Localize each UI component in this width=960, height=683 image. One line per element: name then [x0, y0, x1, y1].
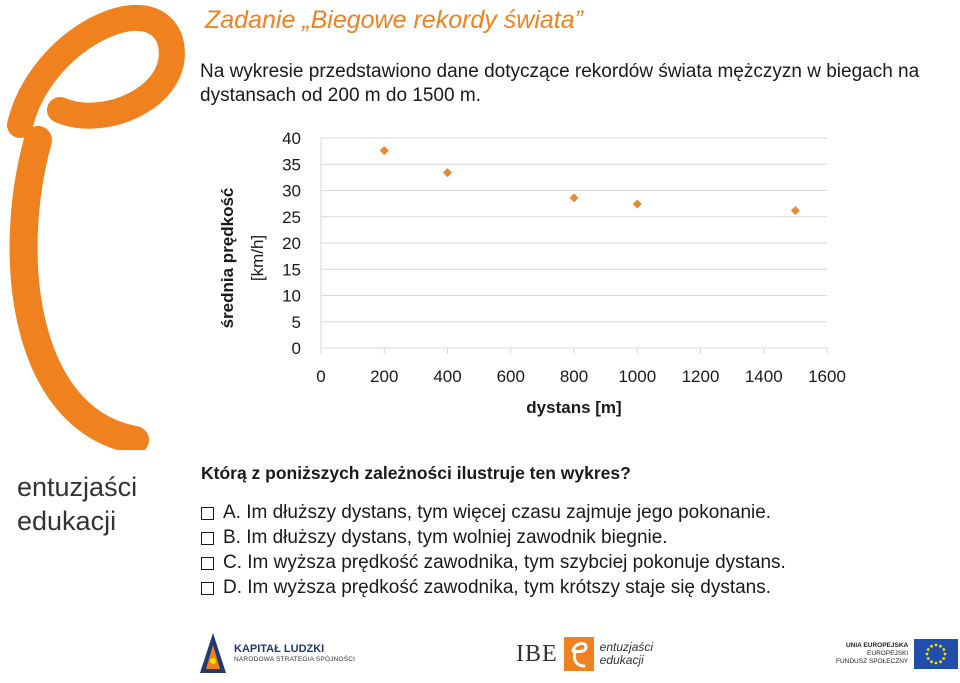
option-c-text: Im wyższa prędkość zawodnika, tym szybciej pokonuje dystans.	[247, 552, 786, 573]
ibe-e-icon	[564, 637, 594, 671]
eu-line-1: UNIA EUROPEJSKA	[845, 642, 909, 649]
eu-line-2: EUROPEJSKI	[867, 650, 909, 657]
data-point-1000	[633, 200, 642, 209]
option-c-label: C.	[223, 552, 242, 573]
option-d[interactable]	[201, 577, 771, 599]
scatter-chart	[195, 120, 875, 420]
y-tick-label: 35	[282, 155, 301, 175]
eu-star	[939, 660, 942, 663]
option-b-label: B.	[223, 527, 241, 548]
y-tick-label: 5	[291, 312, 301, 332]
eu-star	[935, 644, 938, 647]
x-axis-label: dystans [m]	[526, 398, 622, 417]
eu-flag-icon	[914, 639, 958, 669]
page-title: Zadanie „Biegowe rekordy świata”	[205, 6, 583, 34]
y-tick-label: 30	[282, 181, 301, 201]
eu-star	[939, 645, 942, 648]
kapital-ludzki-title: KAPITAŁ LUDZKI	[234, 643, 325, 655]
kapital-ludzki-logo	[198, 631, 355, 675]
eu-star	[926, 653, 929, 656]
eu-line-3: FUNDUSZ SPOŁECZNY	[836, 658, 909, 665]
option-c[interactable]	[201, 552, 786, 574]
eu-star	[927, 648, 930, 651]
eu-star	[930, 660, 933, 663]
intro-text: Na wykresie przedstawiono dane dotyczące rekordów świata mężczyzn w biegach na dystansach od 200 m do 1500 m.	[200, 61, 920, 106]
brand-wordmark	[17, 470, 137, 538]
eu-star	[930, 645, 933, 648]
x-tick-labels	[316, 367, 846, 386]
chart-grid	[321, 138, 827, 354]
y-tick-label: 40	[282, 129, 301, 148]
y-tick-label: 0	[291, 339, 301, 358]
eu-star	[927, 657, 930, 660]
eu-star	[943, 657, 946, 660]
option-d-label: D.	[223, 577, 242, 598]
option-b-checkbox[interactable]	[201, 532, 214, 545]
y-tick-label: 10	[282, 286, 301, 306]
x-tick-label: 1400	[744, 367, 783, 386]
eu-star	[943, 648, 946, 651]
option-b[interactable]	[201, 527, 668, 549]
option-a[interactable]	[201, 502, 771, 524]
question-text: Którą z poniższych zależności ilustruje ten wykres?	[201, 463, 631, 483]
data-point-1500	[791, 206, 800, 215]
option-c-checkbox[interactable]	[201, 557, 214, 570]
x-tick-label: 600	[496, 367, 525, 386]
brand-line-2: edukacji	[17, 506, 117, 536]
x-tick-label: 1000	[618, 367, 657, 386]
x-tick-label: 1600	[808, 367, 846, 386]
brand-line-1: entuzjaści	[17, 472, 138, 502]
x-tick-label: 1200	[681, 367, 720, 386]
brand-e-logo	[0, 0, 190, 450]
data-point-200	[380, 146, 389, 155]
y-tick-labels	[282, 129, 301, 358]
ibe-logo	[516, 637, 653, 671]
y-tick-label: 20	[282, 234, 301, 253]
option-a-checkbox[interactable]	[201, 507, 214, 520]
eu-logo	[836, 639, 958, 669]
option-b-text: Im dłuższy dystans, tym wolniej zawodnik biegnie.	[246, 527, 668, 548]
ibe-text: IBE	[516, 640, 558, 667]
ibe-line-1: entuzjaści	[599, 640, 654, 654]
data-points	[380, 146, 800, 215]
data-point-800	[570, 193, 579, 202]
eu-star	[935, 662, 938, 665]
x-tick-label: 0	[316, 367, 326, 386]
y-tick-label: 25	[282, 207, 301, 227]
y-axis-label-line1: średnia prędkość	[218, 187, 237, 329]
ibe-line-2: edukacji	[599, 653, 644, 667]
option-a-label: A.	[223, 502, 241, 523]
x-tick-label: 200	[370, 367, 399, 386]
y-axis-label-line2: [km/h]	[248, 234, 267, 282]
option-a-text: Im dłuższy dystans, tym więcej czasu zajmuje jego pokonanie.	[246, 502, 772, 523]
option-d-text: Im wyższa prędkość zawodnika, tym krótszy staje się dystans.	[247, 577, 772, 598]
x-tick-label: 400	[433, 367, 462, 386]
footer-logos	[0, 625, 960, 683]
eu-star	[944, 653, 947, 656]
y-tick-label: 15	[282, 260, 301, 280]
data-point-400	[443, 168, 452, 177]
option-d-checkbox[interactable]	[201, 582, 214, 595]
x-tick-label: 800	[559, 367, 589, 386]
kapital-ludzki-subtitle: NARODOWA STRATEGIA SPÓJNOŚCI	[234, 656, 356, 663]
kapital-ludzki-icon	[198, 631, 228, 675]
